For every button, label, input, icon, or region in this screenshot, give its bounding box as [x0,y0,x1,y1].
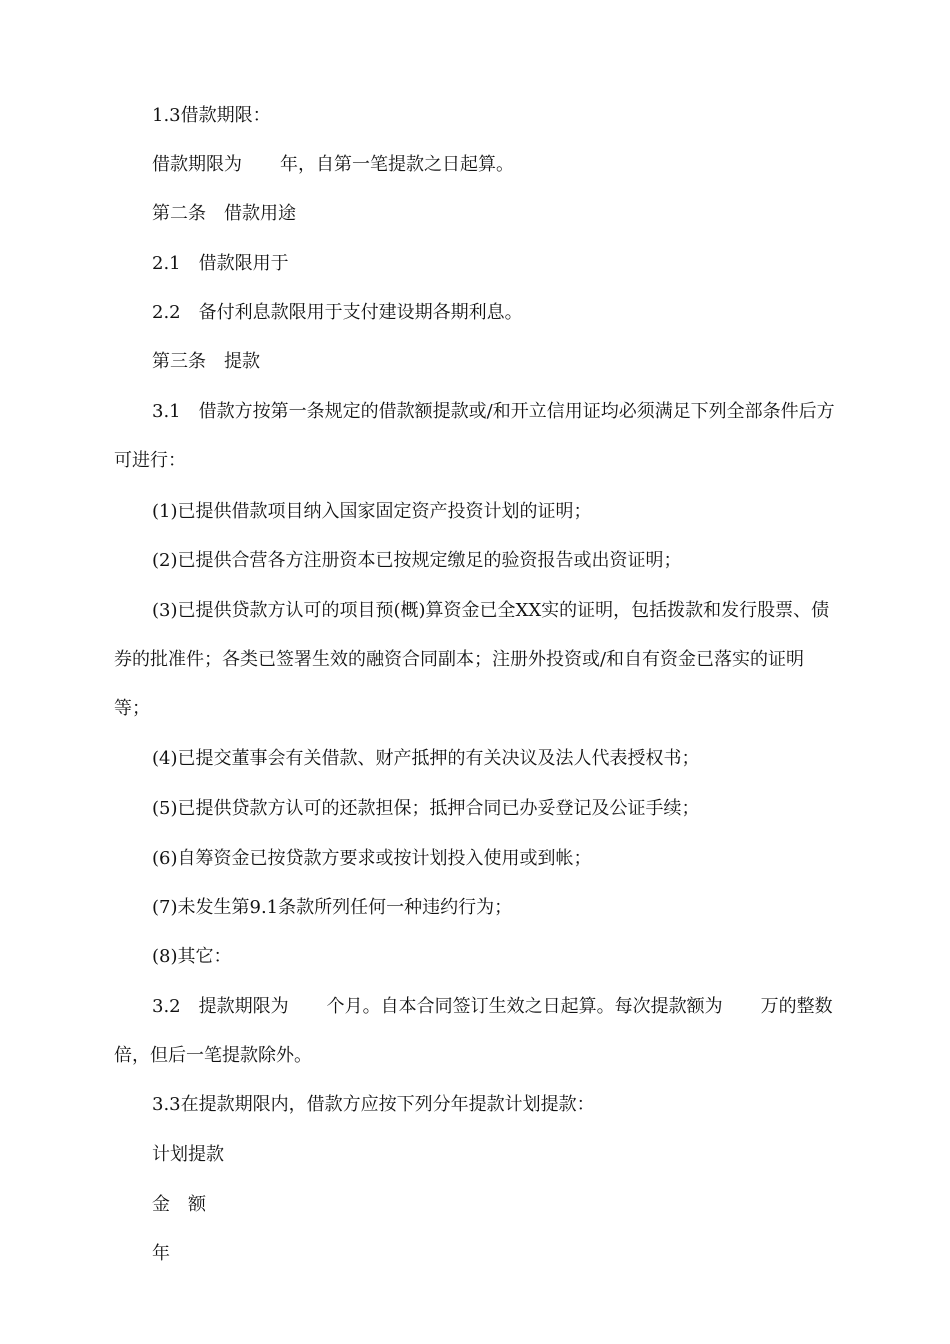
condition-6: (6)自筹资金已按贷款方要求或按计划投入使用或到帐； [152,848,592,869]
clause-1-3-heading: 1.3借款期限： [152,105,271,126]
condition-4: (4)已提交董事会有关借款、财产抵押的有关决议及法人代表授权书； [152,748,700,769]
condition-3: (3)已提供贷款方认可的项目预(概)算资金已全XX实的证明，包括拨款和发行股票、债券的批准件；各类已签署生效的融资合同副本；注册外投资或/和自有资金已落实的证明等； [114,600,830,719]
clause-3-2-text-a: 3.2 提款期限为 [152,996,289,1017]
table-header-planned-draw: 计划提款 [152,1144,224,1165]
condition-2: (2)已提供合营各方注册资本已按规定缴足的验资报告或出资证明； [152,550,682,571]
condition-8: (8)其它： [152,946,232,967]
article-3-heading: 第三条 提款 [152,351,260,372]
clause-3-3: 3.3在提款期限内，借款方应按下列分年提款计划提款： [152,1094,595,1115]
condition-1: (1)已提供借款项目纳入国家固定资产投资计划的证明； [152,501,592,522]
table-header-year: 年 [152,1243,170,1264]
table-header-amount: 金 额 [152,1194,206,1215]
loan-term-paragraph [114,140,838,189]
clause-3-1: 3.1 借款方按第一条规定的借款额提款或/和开立信用证均必须满足下列全部条件后方可进行： [114,401,835,471]
clause-3-2 [114,982,838,1080]
condition-5: (5)已提供贷款方认可的还款担保；抵押合同已办妥登记及公证手续； [152,798,700,819]
clause-2-1: 2.1 借款限用于 [152,253,289,274]
clause-3-2-text-c: 万的整数倍，但后一笔提款除外。 [114,996,833,1066]
clause-2-2: 2.2 备付利息款限用于支付建设期各期利息。 [152,302,523,323]
clause-3-2-text-b: 个月。自本合同签订生效之日起算。每次提款额为 [326,996,723,1017]
loan-term-text-a: 借款期限为 [152,154,242,175]
article-2-heading: 第二条 借款用途 [152,203,296,224]
condition-7: (7)未发生第9.1条款所列任何一种违约行为； [152,897,513,918]
loan-term-text-b: 年，自第一笔提款之日起算。 [280,154,514,175]
